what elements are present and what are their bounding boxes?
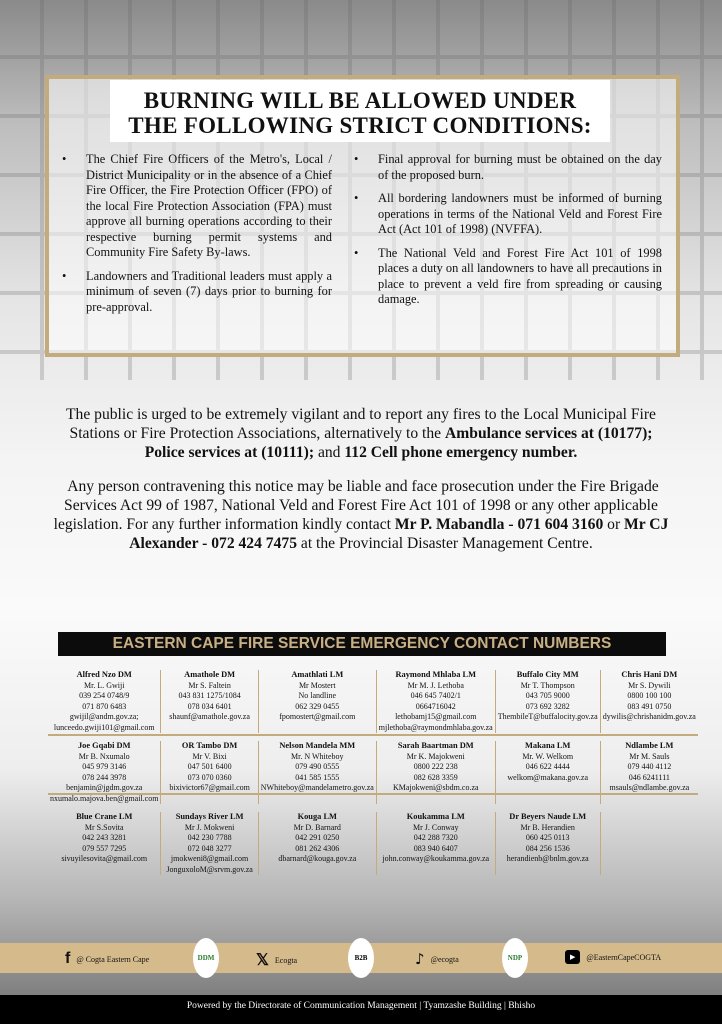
contact-card <box>377 812 496 875</box>
contact-line[interactable]: lunceedo.gwiji101@gmail.com <box>53 722 155 732</box>
municipality-name: Joe Gqabi DM <box>77 741 131 750</box>
contact-line: 071 870 6483 <box>82 701 127 711</box>
contact-line: 042 291 0250 <box>295 833 340 842</box>
notice-text: The public is urged to be extremely vigilant and to report any fires to the Local Municipal Fire Stations or Fire Protection Associations, alternatively to the <box>66 406 656 442</box>
x-link[interactable] <box>256 950 297 970</box>
municipality-name: Buffalo City MM <box>516 670 579 679</box>
contact-line: Mr S. Faltein <box>188 680 231 690</box>
contact-line[interactable]: fpomostert@gmail.com <box>279 712 356 721</box>
tiktok-icon: ♪ <box>415 950 425 968</box>
b2b-logo: B2B <box>348 938 374 978</box>
tiktok-handle: @ecogta <box>430 954 459 964</box>
youtube-link[interactable] <box>565 950 661 964</box>
contact-line: Mr B. Nxumalo <box>78 751 130 761</box>
contact-line: 039 254 0748/9 <box>79 691 130 700</box>
contact-line: Mr Mostert <box>298 680 336 690</box>
contact-line: 0800 100 100 <box>627 691 672 700</box>
youtube-icon: ▶ <box>565 950 580 964</box>
contact-line: No landline <box>298 691 337 700</box>
contact-line: 073 692 3282 <box>525 701 570 711</box>
contact-line[interactable]: KMajokweni@sbdm.co.za <box>392 783 479 792</box>
contact-line[interactable]: john.conway@koukamma.gov.za <box>382 854 490 863</box>
contact-line: 043 705 9000 <box>525 691 570 700</box>
contact-card <box>48 812 161 875</box>
municipality-name: OR Tambo DM <box>181 741 238 750</box>
contact-line: 081 262 4306 <box>295 843 340 853</box>
contact-line[interactable]: gwijil@andm.gov.za; <box>69 712 139 721</box>
contact-line[interactable]: welkom@makana.gov.za <box>507 772 588 782</box>
contact-card <box>377 741 496 804</box>
contact-line: Mr. W. Welkom <box>522 751 574 761</box>
contact-line[interactable]: shaunf@amathole.gov.za <box>169 712 250 721</box>
emergency-numbers: Ambulance services at (10177); Police services at (10111); <box>144 425 653 461</box>
facebook-link[interactable] <box>65 950 149 968</box>
contact-line: 079 490 0555 <box>295 762 340 771</box>
contact-line: 043 831 1275/1084 <box>178 691 241 700</box>
contact-line: 082 628 3359 <box>413 772 458 782</box>
contact-line: 072 048 3277 <box>187 843 232 853</box>
contact-line[interactable]: herandienb@bnlm.gov.za <box>506 854 589 863</box>
public-notice <box>50 405 672 462</box>
contact-line: 079 557 7295 <box>82 843 127 853</box>
contact-card <box>48 670 161 733</box>
contact-line: 062 329 0455 <box>295 701 340 711</box>
contact-line: 079 440 4112 <box>627 762 672 771</box>
contact-card <box>496 812 601 875</box>
contact-card <box>161 812 258 875</box>
contact-card <box>377 670 496 733</box>
contact-line[interactable]: msauls@ndlambe.gov.za <box>609 783 690 792</box>
contact-line: 046 645 7402/1 <box>410 691 461 700</box>
municipality-name: Makana LM <box>525 741 571 750</box>
contact-card <box>601 812 698 875</box>
condition-item: • Landowners and Traditional leaders must apply a minimum of seven (7) days prior to burning for pre-approval. <box>60 269 332 316</box>
contact-line: Mr V. Bixi <box>192 751 227 761</box>
contact-line: Mr S.Sovita <box>84 822 124 832</box>
contact-line: Mr. N Whiteboy <box>291 751 344 761</box>
notice-text: at the Provincial Disaster Management Centre. <box>297 535 593 552</box>
municipality-name: Amathole DM <box>184 670 236 679</box>
contacts-banner: EASTERN CAPE FIRE SERVICE EMERGENCY CONTACT NUMBERS <box>58 632 666 656</box>
condition-item: • The National Veld and Forest Fire Act 101 of 1998 places a duty on all landowners to have all precautions in place to prevent a veld fire from spreading or causing damage. <box>352 246 662 308</box>
contact-card <box>48 741 161 804</box>
municipality-name: Ndlambe LM <box>625 741 674 750</box>
contact-card <box>259 812 377 875</box>
condition-item: • The Chief Fire Officers of the Metro's, Local / District Municipality or in the absence of a Chief Fire Officer, the Fire Protection Officer (FPO) of the local Fire Protection Association (FPA) must approve all burning operations according to their respective burning permit systems and Community Fire Safety By-laws. <box>60 152 332 261</box>
x-icon: 𝕏 <box>256 952 269 969</box>
municipality-name: Sundays River LM <box>175 812 244 821</box>
contact-line: Mr K. Majokweni <box>406 751 465 761</box>
contact-line: 046 6241111 <box>628 772 670 782</box>
contact-line[interactable]: jmokweni8@gmail.com <box>170 854 249 863</box>
municipality-name: Koukamma LM <box>406 812 465 821</box>
contact-line[interactable]: bixivictor67@gmail.com <box>169 783 250 792</box>
contact-line: 045 979 3146 <box>82 762 127 771</box>
contact-line[interactable]: mjlethoba@raymondmhlaba.gov.za <box>378 722 493 732</box>
condition-item: • Final approval for burning must be obtained on the day of the proposed burn. <box>352 152 662 183</box>
contact-mabandla: Mr P. Mabandla - 071 604 3160 <box>394 516 604 533</box>
conditions-left <box>60 152 332 323</box>
municipality-name: Nelson Mandela MM <box>279 741 356 750</box>
title-line-2: THE FOLLOWING STRICT CONDITIONS: <box>128 113 592 138</box>
contact-line: Mr B. Herandien <box>520 822 575 832</box>
contact-card <box>161 670 258 733</box>
ndp-logo: NDP <box>502 938 528 978</box>
contact-line: 078 244 3978 <box>82 772 127 782</box>
contact-card <box>601 741 698 804</box>
contact-line[interactable]: nxumalo.majova.ben@gmail.com <box>50 793 159 803</box>
contact-line: 042 230 7788 <box>187 833 232 842</box>
contact-line: Mr. L. Gwiji <box>84 680 125 690</box>
municipality-name: Raymond Mhlaba LM <box>395 670 477 679</box>
contact-line: Mr M. Sauls <box>629 751 670 761</box>
contact-line[interactable]: ThembileT@buffalocity.gov.za <box>497 712 598 721</box>
condition-item: • All bordering landowners must be informed of burning operations in terms of the National Veld and Forest Fire Act (Act 101 of 1998) (NVFFA). <box>352 191 662 238</box>
contact-line: 046 622 4444 <box>525 762 570 771</box>
contact-line[interactable]: sivuyilesovita@gmail.com <box>61 854 148 863</box>
contact-line: Mr T. Thompson <box>520 680 575 690</box>
contact-line: 0664716042 <box>415 701 456 711</box>
facebook-icon: f <box>65 950 71 967</box>
contact-line: 083 940 6407 <box>413 843 458 853</box>
municipality-name: Amathlati LM <box>291 670 344 679</box>
conditions-title <box>110 80 610 142</box>
contact-line: 042 243 3281 <box>82 833 127 842</box>
legal-notice <box>50 477 672 553</box>
notice-text: and <box>314 444 345 461</box>
contact-line[interactable]: JonguxoloM@srvm.gov.za <box>166 864 253 874</box>
contact-line: 047 501 6400 <box>187 762 232 771</box>
municipality-name: Blue Crane LM <box>76 812 133 821</box>
notice-text: Any person contravening this notice may be liable and face prosecution under the Fire Brigade Services Act 99 of 1987, National Veld and Forest Fire Act 101 of 1998 or any other applicable legislation. For any further information kindly contact <box>53 478 659 533</box>
contact-line: 0800 222 238 <box>413 762 458 771</box>
contact-alexander: Mr CJ Alexander - 072 424 7475 <box>129 516 669 552</box>
conditions-right <box>352 152 662 316</box>
title-line-1: BURNING WILL BE ALLOWED UNDER <box>143 88 577 113</box>
municipality-name: Dr Beyers Naude LM <box>509 812 587 821</box>
contact-card <box>496 741 601 804</box>
contact-line: Mr D. Barnard <box>293 822 341 832</box>
contact-line: Mr J. Conway <box>412 822 459 832</box>
municipality-name: Sarah Baartman DM <box>397 741 474 750</box>
contact-line: 060 425 0113 <box>525 833 570 842</box>
contact-line[interactable]: dywilis@chrishanidm.gov.za <box>602 712 696 721</box>
contact-line[interactable]: lethobamj15@gmail.com <box>395 712 477 721</box>
municipality-name: Alfred Nzo DM <box>76 670 132 679</box>
municipality-name: Chris Hani DM <box>621 670 678 679</box>
contact-card <box>259 670 377 733</box>
facebook-handle: @ Cogta Eastern Cape <box>76 954 150 964</box>
tiktok-link[interactable] <box>415 950 459 968</box>
cell-emergency: 112 Cell phone emergency number. <box>344 444 578 461</box>
contact-line: Mr J. Mokweni <box>184 822 235 832</box>
contact-card <box>601 670 698 733</box>
contact-line: 042 288 7320 <box>413 833 458 842</box>
contact-card <box>496 670 601 733</box>
contact-line: 084 256 1536 <box>525 843 570 853</box>
contact-line[interactable]: benjamin@jgdm.gov.za <box>66 783 143 792</box>
contact-card <box>259 741 377 804</box>
youtube-handle: @EasternCapeCOGTA <box>586 952 662 962</box>
contact-line: 083 491 0750 <box>627 701 672 711</box>
contact-line: 078 034 6401 <box>187 701 232 711</box>
notice-text: or <box>603 516 625 533</box>
contacts-grid <box>48 670 698 875</box>
footer: Powered by the Directorate of Communication Management | Tyamzashe Building | Bhisho <box>0 995 722 1024</box>
contact-card <box>161 741 258 804</box>
contact-line: 073 070 0360 <box>187 772 232 782</box>
municipality-name: Kouga LM <box>297 812 337 821</box>
contact-line: Mr M. J. Lethoba <box>407 680 464 690</box>
x-handle: Ecogta <box>274 955 298 965</box>
contact-line: Mr S. Dywili <box>628 680 671 690</box>
ddm-logo: DDM <box>193 938 219 978</box>
contact-line[interactable]: dbarnard@kouga.gov.za <box>278 854 357 863</box>
contact-line[interactable]: NWhiteboy@mandelametro.gov.za <box>260 783 374 792</box>
contact-line: 041 585 1555 <box>295 772 340 782</box>
